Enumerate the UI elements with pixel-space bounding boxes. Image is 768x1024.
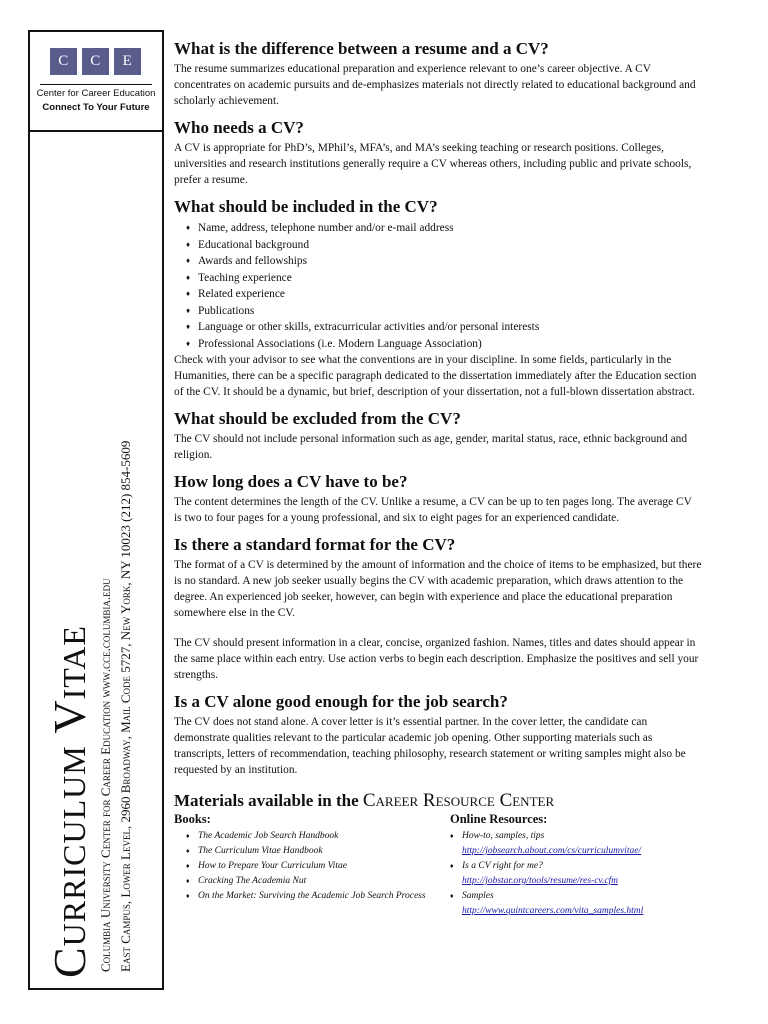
online-item <box>450 889 700 919</box>
included-list <box>174 220 702 352</box>
books-column <box>174 812 450 919</box>
materials-heading-prefix: Materials available in the <box>174 791 363 810</box>
section-heading: How long does a CV have to be? <box>174 472 408 491</box>
section-paragraph: The CV should present information in a clear, concise, organized fashion. Names, titles and dates should appear in the same place within each entry. Use action verbs to begin each description. Emphasize the positives and sell your strengths. <box>174 637 699 681</box>
section-included <box>174 196 702 400</box>
list-item: ♦ Name, address, telephone number and/or e-mail address <box>186 220 702 237</box>
vertical-text-block <box>44 138 136 978</box>
online-item <box>450 829 700 859</box>
logo-letters <box>50 48 141 75</box>
online-link-quintcareers[interactable]: http://www.quintcareers.com/vita_samples.html <box>462 906 644 916</box>
list-item: ♦ Related experience <box>186 286 702 303</box>
books-list <box>174 829 450 904</box>
section-heading: What should be included in the CV? <box>174 197 438 216</box>
book-item: ♦ Cracking The Academia Nut <box>186 874 450 889</box>
section-heading: Is a CV alone good enough for the job search? <box>174 692 508 711</box>
sidebar-panel <box>28 30 164 990</box>
list-item: ♦ Publications <box>186 303 702 320</box>
section-length <box>174 471 702 526</box>
career-resource-center-label: Career Resource Center <box>362 790 555 811</box>
online-item-label: ♦ Samples <box>462 891 494 901</box>
section-paragraph: The resume summarizes educational preparation and experience relevant to one’s career objective. A CV concentrates on academic pursuits and de-emphasizes materials not directly related to educational background and scholarly achievement. <box>174 63 696 107</box>
section-paragraph: The CV does not stand alone. A cover letter is it’s essential partner. In the cover letter, the candidate can demonstrate qualities relevant to the particular academic job opening. Other supporting materials such as transcripts, letters of recommendation, teaching philosophy, research statement or writing samples might also be requested by an institution. <box>174 716 686 776</box>
sidebar-org-line: Columbia University Center for Career Education www.cce.columbia.edu <box>98 578 113 972</box>
online-column <box>450 812 700 919</box>
online-item-label: ♦ Is a CV right for me? <box>462 861 543 871</box>
online-link-about[interactable]: http://jobsearch.about.com/cs/curriculumvitae/ <box>462 846 642 856</box>
section-heading: What is the difference between a resume and a CV? <box>174 39 549 58</box>
books-heading: Books: <box>174 812 211 826</box>
sidebar-address-line: East Campus, Lower Level, 2960 Broadway, Mail Code 5727, New York, NY 10023 (212) 854-5609 <box>118 440 133 972</box>
logo-letter: C <box>50 48 77 75</box>
section-cv-alone <box>174 691 702 778</box>
document-title: Curriculum Vitae <box>44 625 95 978</box>
materials-columns <box>174 812 702 919</box>
sidebar-vertical-area <box>30 132 162 988</box>
cce-logo <box>30 32 162 132</box>
section-resume-vs-cv <box>174 38 702 109</box>
list-item: ♦ Language or other skills, extracurricular activities and/or personal interests <box>186 319 702 336</box>
materials-heading <box>174 790 702 812</box>
section-paragraph: The format of a CV is determined by the amount of information and the choice of items to be emphasized, but there is no standard. A new job seeker usually begins the CV with academic preparation, which draws attention to the degree. An experienced job seeker, however, can begin with experience and place the educational preparation somewhere else in the CV. <box>174 559 702 619</box>
section-paragraph: Check with your advisor to see what the conventions are in your discipline. In some fields, particularly in the Humanities, there can be a specific paragraph dedicated to the dissertation immediately after the Education section of the CV. It should be a dynamic, but brief, description of your dissertation, not a full-blown dissertation abstract. <box>174 354 697 398</box>
book-item: ♦ On the Market: Surviving the Academic Job Search Process <box>186 889 450 904</box>
online-heading: Online Resources: <box>450 812 548 826</box>
section-heading: Who needs a CV? <box>174 118 304 137</box>
logo-subtitle: Center for Career Education <box>36 88 156 99</box>
online-list <box>450 829 700 919</box>
list-item: ♦ Educational background <box>186 237 702 254</box>
section-paragraph: A CV is appropriate for PhD’s, MPhil’s, MFA’s, and MA’s seeking teaching or research positions. Colleges, universities and research institutions generally require a CV whereas others, including public and private schools, prefer a resume. <box>174 142 692 186</box>
online-item <box>450 859 700 889</box>
section-paragraph: The CV should not include personal information such as age, gender, marital status, race, ethnic background and religion. <box>174 433 688 461</box>
logo-tagline: Connect To Your Future <box>42 102 150 113</box>
list-item: ♦ Teaching experience <box>186 270 702 287</box>
logo-divider <box>40 84 152 85</box>
section-who-needs <box>174 117 702 188</box>
section-format <box>174 534 702 683</box>
list-item: ♦ Professional Associations (i.e. Modern Language Association) <box>186 336 702 353</box>
section-excluded <box>174 408 702 463</box>
list-item: ♦ Awards and fellowships <box>186 253 702 270</box>
logo-letter: E <box>114 48 141 75</box>
section-heading: Is there a standard format for the CV? <box>174 535 456 554</box>
book-item: ♦ The Academic Job Search Handbook <box>186 829 450 844</box>
main-content <box>174 38 702 919</box>
section-paragraph: The content determines the length of the CV. Unlike a resume, a CV can be up to ten pages long. The average CV is two to four pages for a young professional, and six to eight pages for an experienced candidate. <box>174 496 692 524</box>
book-item: ♦ The Curriculum Vitae Handbook <box>186 844 450 859</box>
section-heading: What should be excluded from the CV? <box>174 409 461 428</box>
online-link-jobstar[interactable]: http://jobstar.org/tools/resume/res-cv.cfm <box>462 876 619 886</box>
online-item-label: ♦ How-to, samples, tips <box>462 831 545 841</box>
logo-letter: C <box>82 48 109 75</box>
book-item: ♦ How to Prepare Your Curriculum Vitae <box>186 859 450 874</box>
